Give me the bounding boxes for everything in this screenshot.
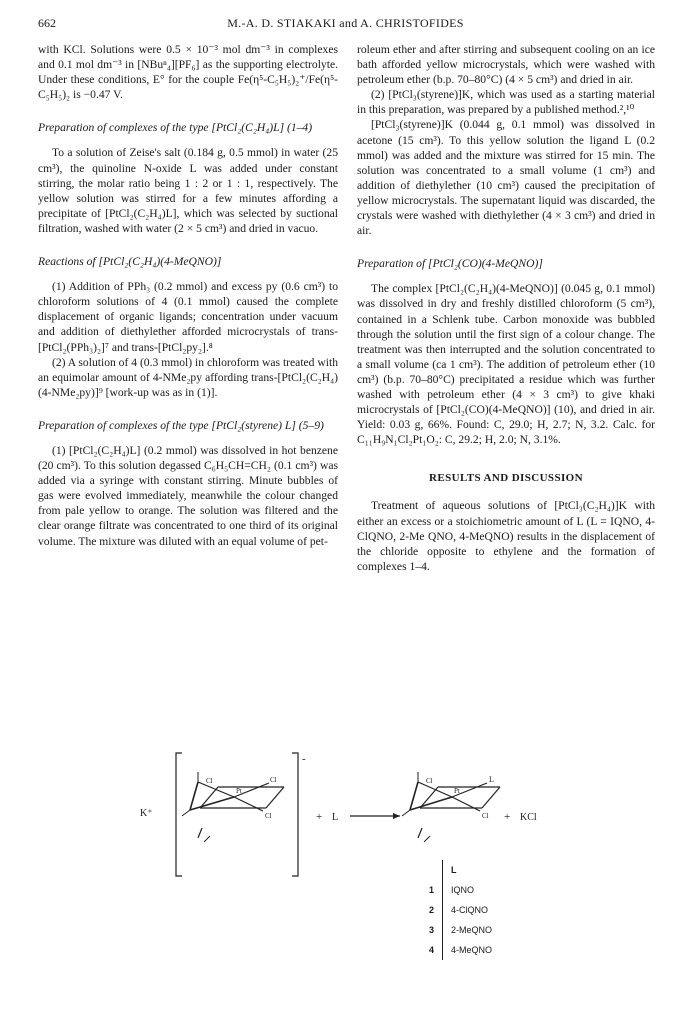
- cl-atom: Cl: [265, 812, 272, 820]
- right-column: [357, 42, 655, 574]
- reaction-scheme: [0, 738, 693, 1027]
- ligand-name: 4-MeQNO: [442, 940, 531, 960]
- ligand-table: [418, 860, 531, 960]
- ligand-name: IQNO: [442, 880, 531, 900]
- table-row: [418, 880, 531, 900]
- table-row: [418, 920, 531, 940]
- paragraph: Treatment of aqueous solutions of [PtCl₃(C₂H₄)]K with either an excess or a stoichiometric amount of L (L = IQNO, 4-ClQNO, 2-Me QNO, 4-MeQNO) results in the displacement of the chloride opposite to ethylene and the formation of complexes 1–4.: [357, 499, 655, 573]
- compound-number: 4: [428, 945, 434, 955]
- paragraph: (1) Addition of PPh₃ (0.2 mmol) and excess py (0.6 cm³) to chloroform solutions of 4 (0.1 mmol) caused the complete displacement of organic ligands; concentration under vacuum and addition of diethylether afforded microcrystals of trans-[PtCl₂(PPh₃)₂]⁷ and trans-[PtCl₂py₂].⁸: [38, 280, 338, 354]
- potassium-cation: K⁺: [140, 808, 153, 819]
- arrow-head-icon: [393, 813, 400, 819]
- paragraph: The complex [PtCl₂(C₂H₄)(4-MeQNO)] (0.045 g, 0.1 mmol) was dissolved in dry and freshly distilled chloroform (5 cm³), contained in a Schlenk tube. Carbon monoxide was bubbled through the solution until the first sign of a colour change. The treatment was then interrupted and the solution concentrated to a small volume (ca 1 cm³). The addition of petroleum ether (10 cm³) (b.p. 70–80°C) precipitated a residue which was further washed with petroleum ether (4 × 3 cm³) to give khaki microcrystals of [PtCl₂(CO)(4-MeQNO)] (10), and dried in air. Yield: 0.03 g, 66%. Found: C, 29.0; H, 2.7; N, 3.2. Calc. for C₁₁H₉N₁Cl₂Pt₁O₂: C, 29.2; H, 2.0; N, 3.1%.: [357, 282, 655, 447]
- plus-sign: +: [316, 811, 323, 823]
- scheme-drawing: [0, 738, 693, 1027]
- page-header: [38, 16, 653, 34]
- subheading: Preparation of complexes of the type [PtCl₂(C₂H₄)L] (1–4): [38, 121, 313, 135]
- cl-atom: Cl: [270, 776, 277, 784]
- cl-atom: Cl: [482, 812, 489, 820]
- anion-charge: -: [302, 753, 306, 765]
- plus-sign: +: [504, 811, 511, 823]
- right-bracket: [292, 753, 298, 876]
- compound-number: 3: [428, 925, 434, 935]
- subheading: Preparation of complexes of the type [PtCl₂(styrene) L] (5–9): [38, 418, 324, 432]
- table-row: [418, 900, 531, 920]
- section-heading: RESULTS AND DISCUSSION: [429, 472, 583, 485]
- zeise-anion: [182, 772, 284, 842]
- ligand-atom: L: [489, 775, 494, 784]
- ligand-name: 2-MeQNO: [442, 920, 531, 940]
- table-header-row: [418, 860, 531, 880]
- paragraph: (2) A solution of 4 (0.3 mmol) in chloroform was treated with an equimolar amount of 4-NMe₂py affording trans-[PtCl₂(C₂H₄)(4-NMe₂py)]⁹ [work-up was as in (1)].: [38, 355, 338, 399]
- paragraph: [PtCl₃(styrene)]K (0.044 g, 0.1 mmol) was dissolved in acetone (15 cm³). To this yellow solution the ligand L (0.2 mmol) was added and the mixture was stirred for 15 min. The solution was concentrated to a small volume (1 cm³) and addition of diethylether (10 cm³) caused the precipitation of yellow microcrystals. The supernatant liquid was discarded, the crystals were washed with diethylether (4 × 3 cm³) and dried in air.: [357, 118, 655, 238]
- cl-atom: Cl: [206, 777, 213, 785]
- table-header: L: [442, 860, 531, 880]
- page-number: 662: [38, 16, 56, 30]
- subheading: Preparation of [PtCl₂(CO)(4-MeQNO)]: [357, 257, 543, 271]
- pt-atom: Pt: [236, 787, 242, 795]
- paragraph: roleum ether and after stirring and subsequent cooling on an ice bath afforded yellow microcrystals, which were washed with petroleum ether (b.p. 70–80°C) (4 × 5 cm³) and dried in air.: [357, 43, 655, 87]
- ligand-label: L: [332, 812, 339, 823]
- product-complex: [402, 772, 500, 842]
- paragraph: (1) [PtCl₂(C₂H₄)L] (0.2 mmol) was dissolved in hot benzene (20 cm³). To this solution degassed C₆H₅CH=CH₂ (0.1 cm³) was added via a syringe with constant stirring. Minute bubbles of gas were evolved immediately, meanwhile the colour changed from pale yellow to orange. The solution was filtered and the clear orange filtrate was concentrated to one third of its original volume. The mixture was diluted with an equal volume of pet-: [38, 443, 338, 548]
- compound-number: 1: [428, 885, 434, 895]
- paragraph: with KCl. Solutions were 0.5 × 10⁻³ mol dm⁻³ in complexes and 0.1 mol dm⁻³ in [NBuⁿ₄][PF₆] as the supporting electrolyte. Under these conditions, E° for the couple Fe(η⁵-C₅H₅)₂⁺/Fe(η⁵-C₅H₅)₂ is −0.47 V.: [38, 43, 338, 102]
- subheading: Reactions of [PtCl₂(C₂H₄)(4-MeQNO)]: [38, 255, 222, 269]
- pt-atom: Pt: [454, 787, 460, 795]
- kcl-label: KCl: [520, 812, 537, 823]
- left-column: [38, 42, 338, 549]
- paragraph: To a solution of Zeise's salt (0.184 g, 0.5 mmol) in water (25 cm³), the quinoline N-oxide L was added under constant stirring, the molar ratio being 1 : 2 or 1 : 1, respectively. The yellow solution was stirred for a few minutes affording a precipitate of [PtCl₂(C₂H₄)L], which was selected by suctional filtration, washed with water (2 × 5 cm³) and dried in vacuo.: [38, 146, 338, 235]
- running-title: M.-A. D. STIAKAKI and A. CHRISTOFIDES: [227, 16, 464, 30]
- compound-number: 2: [428, 905, 434, 915]
- ligand-name: 4-ClQNO: [442, 900, 531, 920]
- paragraph: (2) [PtCl₃(styrene)]K, which was used as a starting material in this preparation, was prepared by a published method.²,¹⁰: [357, 88, 655, 117]
- table-row: [418, 940, 531, 960]
- cl-atom: Cl: [426, 777, 433, 785]
- left-bracket: [176, 753, 182, 876]
